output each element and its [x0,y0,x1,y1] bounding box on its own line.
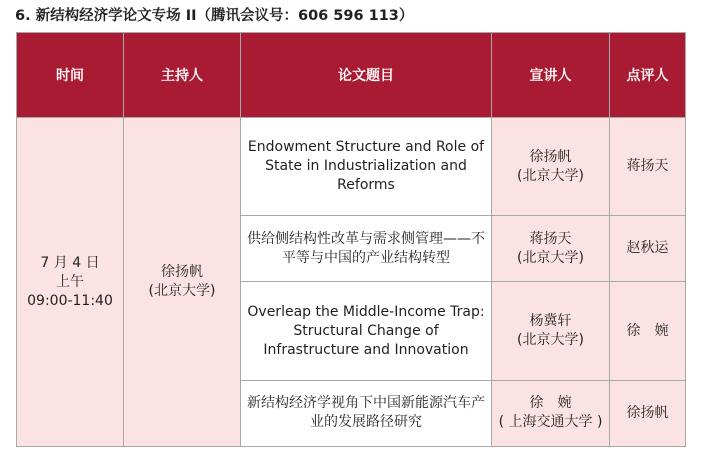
header-discussant: 点评人 [610,33,686,118]
presenter-name: 徐扬帆 [529,148,572,165]
session-period: 上午 [56,273,84,290]
paper-title: 新结构经济学视角下中国新能源汽车产业的发展路径研究 [241,380,492,446]
schedule-table [16,32,686,447]
presenter-affiliation: (北京大学) [517,167,584,184]
time-cell [17,118,124,447]
header-presenter: 宣讲人 [492,33,610,118]
presenter-affiliation: (北京大学) [517,249,584,266]
header-paper: 论文题目 [241,33,492,118]
paper-title: Overleap the Middle-Income Trap: Structural Change of Infrastructure and Innovation [241,282,492,380]
presenter-name: 杨冀轩 [529,313,572,330]
presenter-cell [492,216,610,282]
presenter-cell [492,282,610,380]
discussant-name: 蒋扬天 [610,118,686,216]
host-cell [124,118,241,447]
section-title: 6. 新结构经济学论文专场 II（腾讯会议号：606 596 113） [15,8,414,24]
header-row [17,33,686,118]
host-name: 徐扬帆 [161,264,203,280]
presenter-affiliation: ( 上海交通大学 ) [498,414,603,431]
discussant-name: 徐 婉 [610,282,686,380]
table-row [17,118,686,216]
session-date: 7 月 4 日 [40,254,100,271]
presenter-cell [492,380,610,446]
session-time-range: 09:00-11:40 [27,292,113,309]
presenter-name: 徐 婉 [529,395,572,412]
header-host: 主持人 [124,33,241,118]
host-affiliation: (北京大学) [148,283,216,299]
header-time: 时间 [17,33,124,118]
paper-title: 供给侧结构性改革与需求侧管理——不平等与中国的产业结构转型 [241,216,492,282]
discussant-name: 赵秋运 [610,216,686,282]
presenter-name: 蒋扬天 [529,230,572,247]
presenter-affiliation: (北京大学) [517,332,584,349]
paper-title: Endowment Structure and Role of State in Industrialization and Reforms [241,118,492,216]
discussant-name: 徐扬帆 [610,380,686,446]
presenter-cell [492,118,610,216]
